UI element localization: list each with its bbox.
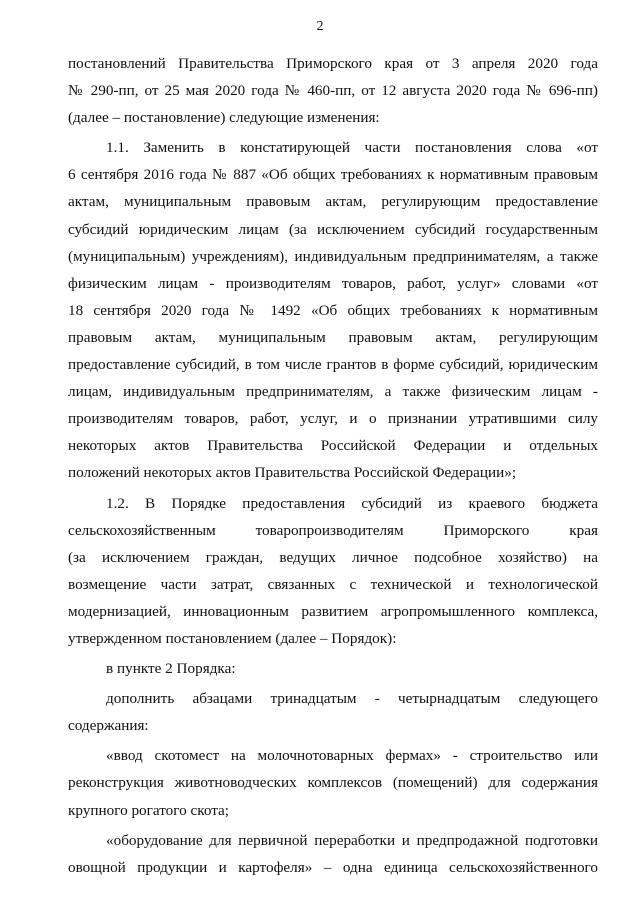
text-line: (далее – постановление) следующие изменения: [68,109,380,127]
text-line: овощной продукции и картофеля» – одна единица сельскохозяйственного [68,858,598,876]
text-line: правовым актам, муниципальным правовым актам, регулирующим [68,328,598,346]
text-line: (за исключением граждан, ведущих личное подсобное хозяйство) на [68,548,598,566]
text-line: (муниципальным) учреждениям), индивидуальным предпринимателям, а также [68,247,598,265]
text-line: 6 сентября 2016 года № 887 «Об общих требованиях к нормативным правовым [68,166,598,184]
text-line: «ввод скотомест на молочнотоварных фермах» - строительство или [106,747,598,765]
text-line: «оборудование для первичной переработки и предпродажной подготовки [106,831,598,849]
text-line: некоторых актов Правительства Российской Федерации и отдельных [68,437,598,455]
paragraph-item-1-2 [68,490,598,653]
text-line: физическим лицам - производителям товаров, работ, услуг» словами «от [68,274,598,292]
text-line: крупного рогатого скота; [68,801,230,819]
page-number: 2 [316,19,324,34]
text-line: производителям товаров, работ, услуг, и о признании утратившими силу [68,410,598,428]
document-body [68,50,598,881]
text-line: 18 сентября 2020 года № 1492 «Об общих требованиях к нормативным [68,301,598,319]
paragraph-intro [68,50,598,131]
text-line: реконструкция животноводческих комплексов (помещений) для содержания [68,774,598,792]
text-line: № 290-пп, от 25 мая 2020 года № 460-пп, от 12 августа 2020 года № 696-пп) [68,82,598,100]
text-line: содержания: [68,717,149,735]
text-line: в пункте 2 Порядка: [106,660,236,678]
paragraph-point-2 [68,655,598,682]
text-line: лицам, индивидуальным предпринимателям, а также физическим лицам - [68,383,598,401]
text-line: дополнить абзацами тринадцатым - четырнадцатым следующего [106,690,598,708]
text-line: субсидий юридическим лицам (за исключением субсидий государственным [68,220,598,238]
paragraph-item-1-1 [68,134,598,486]
paragraph-add-paragraphs [68,685,598,739]
text-line: сельскохозяйственным товаропроизводителям Приморского края [68,521,598,539]
text-line: положений некоторых актов Правительства Российской Федерации»; [68,464,517,482]
text-line: возмещение части затрат, связанных с технической и технологической [68,575,598,593]
text-line: постановлений Правительства Приморского края от 3 апреля 2020 года [68,55,598,72]
text-line: утвержденном постановлением (далее – Порядок): [68,629,397,647]
text-line: 1.2. В Порядке предоставления субсидий из краевого бюджета [106,494,598,512]
text-line: модернизацией, инновационным развитием агропромышленного комплекса, [68,602,598,620]
paragraph-def-livestock [68,742,598,823]
text-line: 1.1. Заменить в констатирующей части постановления слова «от [106,139,598,157]
text-line: актам, муниципальным правовым актам, регулирующим предоставление [68,193,598,211]
text-line: предоставление субсидий, в том числе грантов в форме субсидий, юридическим [68,356,598,374]
paragraph-def-equipment [68,827,598,881]
